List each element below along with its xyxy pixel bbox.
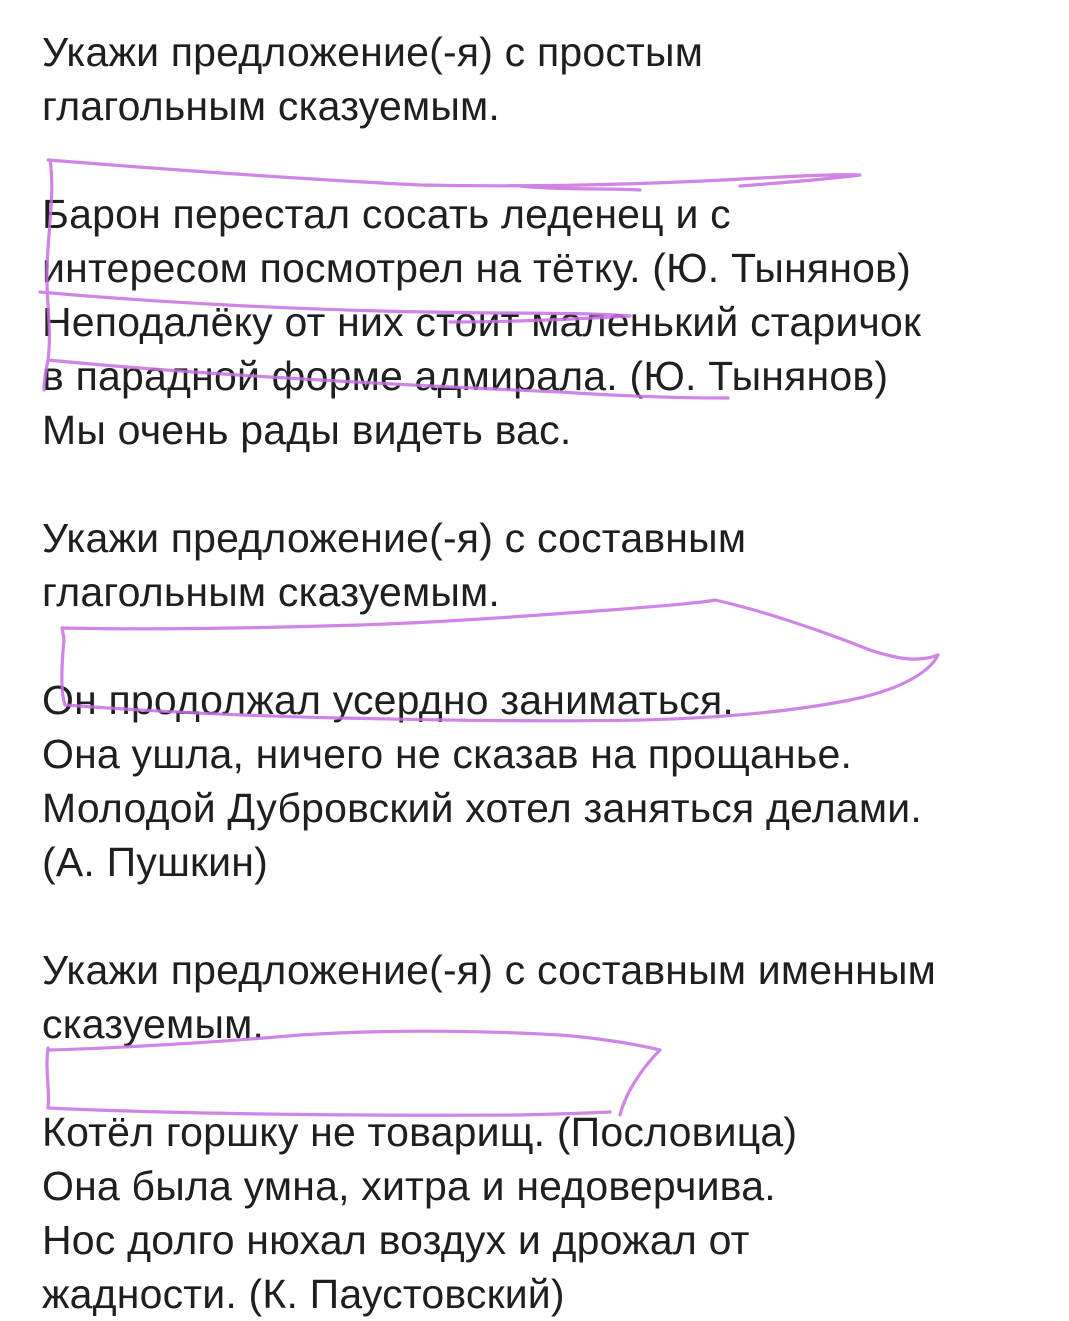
section-3-option-line-4: жадности. (К. Паустовский) <box>42 1271 565 1317</box>
section-2-prompt-line-2: глагольным сказуемым. <box>42 569 501 615</box>
section-1-option-line-5: Мы очень рады видеть вас. <box>42 407 572 453</box>
section-2-option-line-3: Молодой Дубровский хотел заняться делами. <box>42 785 922 831</box>
section-2-option-line-4: (А. Пушкин) <box>42 839 268 885</box>
section-1 <box>42 25 1052 457</box>
section-3-option-line-2: Она была умна, хитра и недоверчива. <box>42 1163 776 1209</box>
section-3-option-line-3: Нос долго нюхал воздух и дрожал от <box>42 1217 750 1263</box>
section-2-prompt-line-1: Укажи предложение(-я) с составным <box>42 515 747 561</box>
section-3 <box>42 943 1052 1321</box>
spacer <box>42 619 1052 673</box>
section-1-option-line-2: интересом посмотрел на тётку. (Ю. Тынянов) <box>42 245 911 291</box>
section-1-prompt-line-1: Укажи предложение(-я) с простым <box>42 29 704 75</box>
section-2-option-line-1: Он продолжал усердно заниматься. <box>42 677 734 723</box>
section-3-prompt-line-1: Укажи предложение(-я) с составным именным <box>42 947 937 993</box>
section-1-option-line-4: в парадной форме адмирала. (Ю. Тынянов) <box>42 353 889 399</box>
section-1-option-line-3: Неподалёку от них стоит маленький старичок <box>42 299 922 345</box>
section-1-option-line-1: Барон перестал сосать леденец и с <box>42 191 731 237</box>
spacer <box>42 133 1052 187</box>
section-1-prompt-line-2: глагольным сказуемым. <box>42 83 501 129</box>
document <box>42 25 1052 1321</box>
spacer <box>42 889 1052 943</box>
section-3-prompt-line-2: сказуемым. <box>42 1001 265 1047</box>
section-2-option-line-2: Она ушла, ничего не сказав на прощанье. <box>42 731 853 777</box>
spacer <box>42 1051 1052 1105</box>
spacer <box>42 457 1052 511</box>
section-2 <box>42 511 1052 889</box>
section-3-option-line-1: Котёл горшку не товарищ. (Пословица) <box>42 1109 798 1155</box>
